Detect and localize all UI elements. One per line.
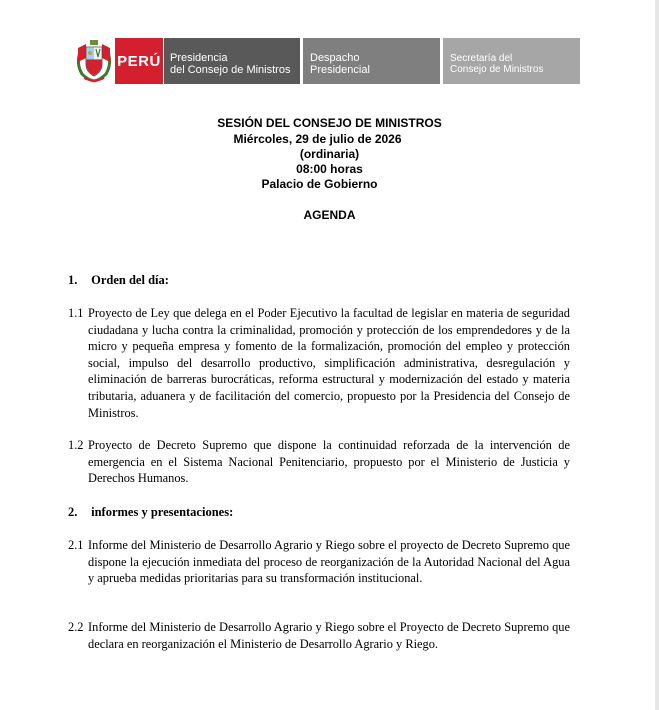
despacho-line1: Despacho xyxy=(310,52,360,64)
despacho-line2: Presidencial xyxy=(310,64,370,76)
agenda-heading: AGENDA xyxy=(303,208,356,222)
peru-brand: PERÚ xyxy=(115,38,163,84)
pcm-line1: Presidencia xyxy=(170,52,228,64)
agenda-item-2-1 xyxy=(68,537,570,587)
section-number: 1. xyxy=(68,273,78,287)
session-date: Miércoles, 29 de julio de 2026 xyxy=(233,132,402,146)
item-number: 1.2 xyxy=(68,438,84,452)
secretaria-box xyxy=(443,38,580,84)
despacho-box xyxy=(303,38,440,84)
session-title: SESIÓN DEL CONSEJO DE MINISTROS xyxy=(217,116,442,130)
item-text: Proyecto de Decreto Supremo que dispone la continuidad reforzada de la intervención de emergencia en el Sistema Nacional Penitenciario, propuesto por el Ministerio de Justicia y Derechos Humanos. xyxy=(88,438,570,486)
agenda-item-1-1 xyxy=(68,305,570,421)
secretaria-line1: Secretaría del xyxy=(450,53,513,64)
pcm-line2: del Consejo de Ministros xyxy=(170,64,291,76)
item-number: 2.1 xyxy=(68,538,84,552)
letterhead xyxy=(74,38,580,84)
section-number: 2. xyxy=(68,505,78,519)
pcm-box xyxy=(164,38,300,84)
item-number: 2.2 xyxy=(68,620,84,634)
section-title: informes y presentaciones: xyxy=(91,505,234,519)
section-title: Orden del día: xyxy=(91,273,169,287)
item-text: Informe del Ministerio de Desarrollo Agrario y Riego sobre el proyecto de Decreto Supremo que dispone la ejecución inmediata del proceso de reorganización de la Autoridad Nacional del Agua y aprueba medidas prioritarias para su transformación institucional. xyxy=(88,538,570,586)
secretaria-line2: Consejo de Ministros xyxy=(450,64,544,75)
coat-of-arms-icon xyxy=(74,38,114,84)
agenda-item-2-2 xyxy=(68,619,570,652)
session-place: Palacio de Gobierno xyxy=(261,177,378,191)
session-type: (ordinaria) xyxy=(299,147,360,161)
page-edge xyxy=(655,0,659,710)
section-heading-2 xyxy=(68,505,233,520)
agenda-item-1-2 xyxy=(68,437,570,487)
item-text: Informe del Ministerio de Desarrollo Agrario y Riego sobre el Proyecto de Decreto Supremo que declara en reorganización el Ministerio de Desarrollo Agrario y Riego. xyxy=(88,620,570,651)
session-time: 08:00 horas xyxy=(296,162,363,176)
item-number: 1.1 xyxy=(68,306,84,320)
item-text: Proyecto de Ley que delega en el Poder Ejecutivo la facultad de legislar en materia de seguridad ciudadana y lucha contra la criminalidad, promoción y protección de los emprendedores y de la micro y pequeña empresa y fomento de la formalización, promoción del empleo y protección social, impulso del desarrollo productivo, simplificación administrativa, desregulación y eliminación de barreras burocráticas, reforma estructural y modernización del estado y materia tributaria, aduanera y de facilitación del comercio, propuesto por la Presidencia del Consejo de Ministros. xyxy=(88,306,570,420)
section-heading-1 xyxy=(68,273,169,288)
